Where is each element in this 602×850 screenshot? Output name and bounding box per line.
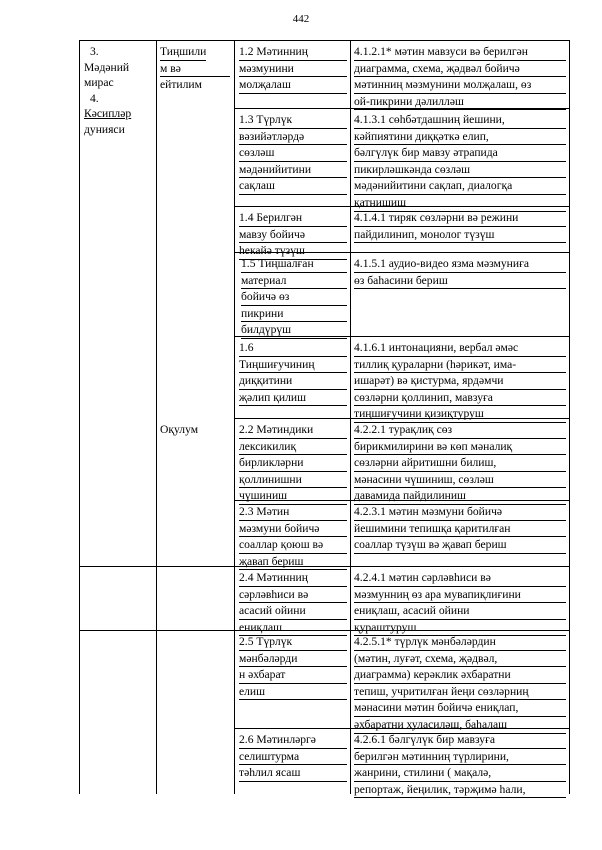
text-line: мәдәнийитини сақлап, диалогқа — [354, 178, 566, 195]
outcome-4-1-4-1 — [354, 210, 566, 243]
text-line: өз баһасини бериш — [354, 273, 566, 290]
text-line: тиллиқ қураларни (һәрикәт, има- — [354, 357, 566, 374]
table-right-border — [569, 40, 570, 794]
text-line: мәзмуни бойичә — [239, 521, 347, 538]
section-label: мирас — [84, 76, 114, 90]
text-line: 4.1.5.1 аудио-видео язма мәзмуниға — [354, 256, 566, 273]
text-line: ениқлаш, асасий ойини — [354, 603, 566, 620]
outcome-4-1-6-1 — [354, 340, 566, 423]
outcome-4-2-3-1 — [354, 504, 566, 554]
section-label: Мәдәний — [84, 60, 130, 74]
topic-2-6 — [239, 732, 347, 782]
text-line: пикирләшкәнда сөзләш — [354, 162, 566, 179]
text-line: бойичә өз — [241, 289, 347, 306]
topic-2-3 — [239, 504, 347, 570]
text-line: 4.1.6.1 интонацияни, вербал әмәс — [354, 340, 566, 357]
text-line: мәдәнийитини — [239, 162, 347, 179]
text-line: елиш — [239, 684, 347, 701]
outcome-4-1-2-1 — [354, 44, 566, 110]
text-line: ениқлаш — [239, 620, 347, 637]
text-line: 4.1.3.1 сөһбәтдашниң йешини, — [354, 112, 566, 129]
topic-2-5 — [239, 634, 347, 700]
outcome-4-2-5-1 — [354, 634, 566, 734]
skill-reading-cell: Оқулум — [160, 423, 199, 436]
text-line: бәлгүлүк бир мавзу әтрапида — [354, 145, 566, 162]
text-line: бирликләрни — [239, 455, 347, 472]
text-line: диаграмма, схема, җәдвәл бойичә — [354, 61, 566, 78]
section-label: дунияси — [84, 122, 125, 136]
topic-1-6 — [239, 340, 347, 406]
text-line: 1.5 Тиңшалған — [241, 256, 347, 273]
text-line: бирикмилирини вә көп мәналиқ — [354, 439, 566, 456]
text-line: 4.2.5.1* түрлүк мәнбәләрдин — [354, 634, 566, 651]
topic-2-4 — [239, 570, 347, 636]
text-line: диаграмма) керәклик әхбаратни — [354, 667, 566, 684]
outcome-4-2-4-1 — [354, 570, 566, 636]
text-line: лексикилиқ — [239, 439, 347, 456]
section-number-3: 3. — [90, 45, 99, 58]
text-line: 4.1.2.1* мәтин мавзуси вә берилгән — [354, 44, 566, 61]
outcome-4-2-6-1 — [354, 732, 566, 798]
text-line: пикрини — [241, 306, 347, 323]
text-line: тиңшиғучини қизиқтуруш — [354, 406, 566, 423]
col-divider-2 — [234, 40, 235, 794]
text-line: (мәтин, луғәт, схема, җәдвәл, — [354, 651, 566, 668]
text-line: пайдилинип, монолог түзүш — [354, 227, 566, 244]
text-line: молҗалаш — [239, 77, 347, 94]
text-line: берилгән мәтинниң түрлирини, — [354, 749, 566, 766]
text-line: 4.1.4.1 тиряк сөзләрни вә режини — [354, 210, 566, 227]
text-line: мәнасини чүшиниш, сөзләш — [354, 472, 566, 489]
text-line: мавзу бойичә — [239, 227, 347, 244]
text-line: материал — [241, 273, 347, 290]
page-number: 442 — [292, 13, 310, 25]
text-line: қоллинишни — [239, 472, 347, 489]
col-divider-3 — [350, 40, 351, 794]
text-line: 2.2 Мәтиндики — [239, 422, 347, 439]
text-line: сөзләрни қоллинип, мавзуға — [354, 390, 566, 407]
text-line: сақлаш — [239, 178, 347, 195]
text-line: соаллар түзүш вә җавап бериш — [354, 537, 566, 554]
text-line: 2.4 Мәтинниң — [239, 570, 347, 587]
text-line: давамида пайдилиниш — [354, 488, 566, 505]
section-label: Кәсипләр — [84, 107, 132, 121]
text-line: 4.2.2.1 турақлиқ сөз — [354, 422, 566, 439]
text-line: ой-пикрини дәлилләш — [354, 94, 566, 111]
text-line: сөзләш — [239, 145, 347, 162]
outcome-4-1-3-1 — [354, 112, 566, 212]
text-line: асасий ойини — [239, 603, 347, 620]
outcome-4-1-5-1 — [354, 256, 566, 289]
section-title-cell — [84, 44, 154, 138]
text-line: мәтинниң мәзмунини молҗалаш, өз — [354, 77, 566, 94]
text-line: җәлип қилиш — [239, 390, 347, 407]
text-line: диққитини — [239, 373, 347, 390]
text-line: н әхбарат — [239, 667, 347, 684]
table-left-border — [79, 40, 80, 794]
section-number-4: 4. — [90, 91, 99, 105]
text-line: жанрини, стилини ( мақалә, — [354, 765, 566, 782]
topic-2-2 — [239, 422, 347, 505]
text-line: 2.3 Мәтин — [239, 504, 347, 521]
text-line: мәнбәләрди — [239, 651, 347, 668]
text-line: җавап бериш — [239, 554, 347, 571]
skill-label: ейтилим — [160, 78, 202, 92]
text-line: селиштурма — [239, 749, 347, 766]
text-line: Тиңшиғучиниң — [239, 357, 347, 374]
text-line: ишарәт) вә қистурма, ярдәмчи — [354, 373, 566, 390]
text-line: сөзләрни айритишни билиш, — [354, 455, 566, 472]
text-line: 4.2.6.1 бәлгүлүк бир мавзуға — [354, 732, 566, 749]
text-line: тепиш, учритилған йеңи сөзләрниң — [354, 684, 566, 701]
skill-listening-cell — [160, 44, 230, 93]
skill-label: Тиңшили — [160, 44, 206, 61]
skill-label: м вә — [160, 61, 230, 78]
text-line: қураштуруш — [354, 620, 566, 637]
text-line: 4.2.3.1 мәтин мәзмуни бойичә — [354, 504, 566, 521]
text-line: кәйпиятини диққәткә елип, — [354, 129, 566, 146]
text-line: 1.3 Түрлүк — [239, 112, 347, 129]
text-line: соаллар қоюш вә — [239, 537, 347, 554]
topic-1-2 — [239, 44, 347, 94]
text-line: 2.5 Түрлүк — [239, 634, 347, 651]
col-divider-1 — [156, 40, 157, 794]
outcome-4-2-2-1 — [354, 422, 566, 505]
text-line: әхбаратни хуласиләш, баһалаш — [354, 717, 566, 734]
topic-1-5 — [241, 256, 347, 339]
text-line: 1.4 Берилгән — [239, 210, 347, 227]
topic-1-3 — [239, 112, 347, 195]
topic-1-4 — [239, 210, 347, 260]
text-line: мәзмунниң өз ара мувапиқлиғини — [354, 587, 566, 604]
text-line: 4.2.4.1 мәтин сәрләвһиси вә — [354, 570, 566, 587]
text-line: репортаж, йеңилик, тәрҗимә һали, — [354, 782, 566, 799]
text-line: мәзмунини — [239, 61, 347, 78]
text-line: һекайә түзүш — [239, 243, 347, 260]
text-line: йешимини тепишқа қаритилған — [354, 521, 566, 538]
text-line: билдүрүш — [241, 322, 347, 339]
table-top-border — [79, 40, 569, 41]
text-line: вәзийәтләрдә — [239, 129, 347, 146]
text-line: 1.6 — [239, 340, 347, 357]
text-line: 2.6 Мәтинләргә — [239, 732, 347, 749]
text-line: сәрләвһиси вә — [239, 587, 347, 604]
text-line: мәнасини мәтин бойичә ениқлап, — [354, 700, 566, 717]
text-line: 1.2 Мәтинниң — [239, 44, 347, 61]
text-line: қатнишиш — [354, 195, 566, 212]
text-line: тәһлил ясаш — [239, 765, 347, 782]
text-line: чүшиниш — [239, 488, 347, 505]
